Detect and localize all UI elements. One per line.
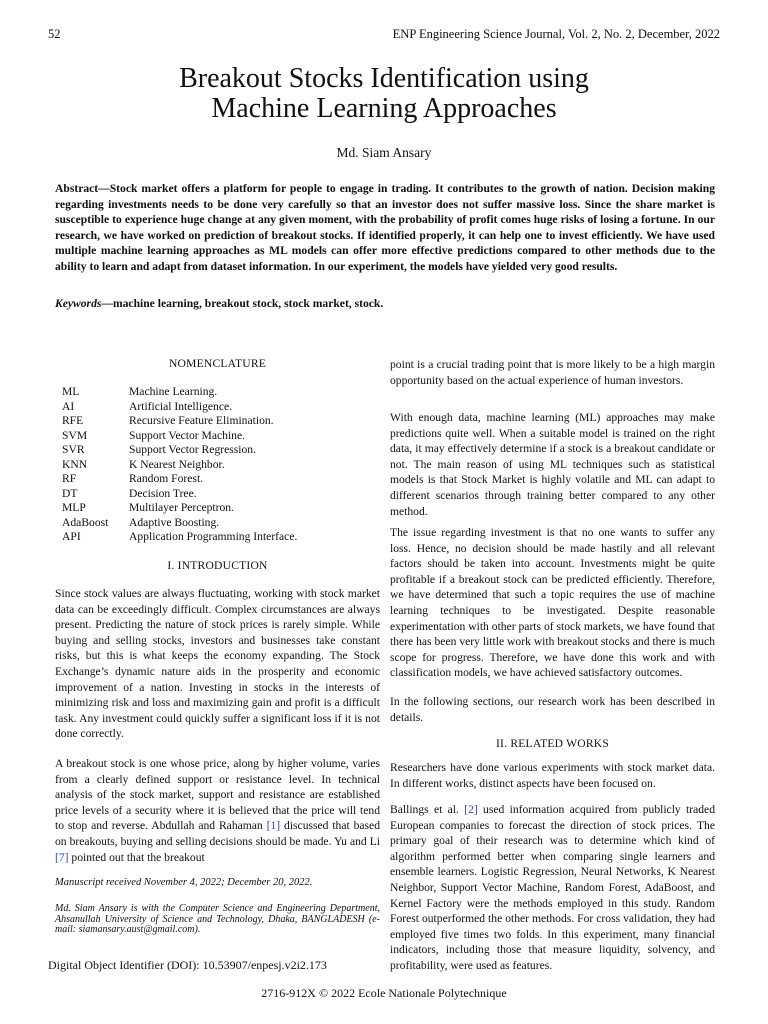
nomenclature-abbreviation: RF <box>62 472 77 485</box>
intro-continued-paragraph-1: point is a crucial trading point that is more likely to be a high margin opportunity based on the actual experience of human investors. <box>390 358 715 387</box>
introduction-paragraph-1: Since stock values are always fluctuating, working with stock market data can be exceedingly difficult. Complex circumstances are always present. Predicting the nature of stock prices is rarely simple. While buying and selling stocks, investors and businesses take constant risks, but this is what keeps the economy expanding. The Stock Exchange’s dynamic nature aids in the prosperity and economic improvement of a nation. Investing in stocks in the interests of minimizing risk and loss and maximizing gain and profit is a difficult task. Any investment could quickly suffer a significant loss if it is not done correctly. <box>55 587 380 741</box>
intro-continued-paragraph-4: In the following sections, our research work has been described in details. <box>390 695 715 724</box>
nomenclature-definition: Decision Tree. <box>129 486 197 500</box>
nomenclature-heading: NOMENCLATURE <box>168 357 267 370</box>
nomenclature-definition: Recursive Feature Elimination. <box>129 414 274 427</box>
abstract: Abstract—Stock market offers a platform for people to engage in trading. It contributes to the growth of nation. Decision making regarding investments needs to be done very carefully so that an investor does not suffer massive loss. Since the share market is susceptible to experience huge change at any given moment, with the probability of profit comes huge risks of losing a fortune. In our research, we have worked on prediction of breakout stocks. If identified properly, it can help one to invest efficiently. We have used multiple machine learning approaches as ML models can offer more effective predictions compared to other methods due to the ability to learn and adapt from dataset information. In our experiment, the models have yielded very good results. <box>55 182 715 273</box>
nomenclature-row <box>62 429 297 444</box>
nomenclature-definition: Artificial Intelligence. <box>129 399 233 413</box>
title-line-1: Breakout Stocks Identification using <box>179 63 589 94</box>
nomenclature-row <box>62 443 297 458</box>
title-line-2: Machine Learning Approaches <box>211 93 557 124</box>
introduction-paragraph-2: A breakout stock is one whose price, along by higher volume, varies from a clearly defined support or resistance level. In technical analysis of the stock market, support and resistance are established price levels of a security where it is believed that the price will tend to stop and reverse. Abdullah and Rahaman [1] discussed that based on breakouts, buying and selling decisions should be made. Yu and Li [7] pointed out that the breakout <box>55 757 380 864</box>
nomenclature-abbreviation: KNN <box>62 457 88 471</box>
reference-link-1[interactable]: [1] <box>266 819 281 833</box>
nomenclature-definition: Adaptive Boosting. <box>129 515 220 529</box>
related-works-paragraph-2: Ballings et al. [2] used information acquired from publicly traded European companies to forecast the direction of stock prices. The primary goal of their research was to determine which kind of algorithm performed better when comparing single learners and ensemble learners. Logistic Regression, Neural Networks, K Nearest Neighbor, Support Vector Machine, Random Forest, AdaBoost, and Kernel Factory were the methods employed in this study. Random Forest outperformed the other methods. For cross validation, they had employed five times two folds. In this experiment, many financial indicators, including those that measure liquidity, solvency, and profitability, were used as features. <box>390 803 715 972</box>
related-works-heading: II. RELATED WORKS <box>496 737 609 750</box>
nomenclature-row <box>62 501 297 516</box>
nomenclature-abbreviation: MLP <box>62 501 86 514</box>
author-affiliation: Md. Siam Ansary is with the Computer Science and Engineering Department, Ahsanullah University of Science and Technology, Dhaka, BANGLADESH (e-mail: siamansary.aust@gmail.com). <box>55 903 380 935</box>
nomenclature-table <box>62 385 297 545</box>
nomenclature-definition: Multilayer Perceptron. <box>129 501 234 514</box>
nomenclature-row <box>62 487 297 502</box>
keywords <box>55 297 715 310</box>
nomenclature-abbreviation: SVM <box>62 428 88 442</box>
reference-link-2[interactable]: [2] <box>464 803 478 816</box>
introduction-heading: I. INTRODUCTION <box>167 559 268 572</box>
nomenclature-definition: K Nearest Neighbor. <box>129 457 225 471</box>
keywords-text: —machine learning, breakout stock, stock market, stock. <box>101 297 384 310</box>
nomenclature-definition: Support Vector Regression. <box>129 443 256 456</box>
nomenclature-row <box>62 530 297 545</box>
nomenclature-row <box>62 516 297 531</box>
paper-title <box>40 64 728 124</box>
nomenclature-abbreviation: DT <box>62 486 78 500</box>
nomenclature-abbreviation: RFE <box>62 414 84 427</box>
page-number: 52 <box>48 27 61 41</box>
nomenclature-definition: Support Vector Machine. <box>129 428 246 442</box>
nomenclature-row <box>62 400 297 415</box>
author-name: Md. Siam Ansary <box>336 145 432 160</box>
page-footer: 2716-912X © 2022 Ecole Nationale Polytechnique <box>261 986 507 1000</box>
nomenclature-abbreviation: API <box>62 530 81 543</box>
nomenclature-definition: Application Programming Interface. <box>129 530 298 543</box>
related-works-paragraph-1: Researchers have done various experiments with stock market data. In different works, distinct aspects have been focused on. <box>390 761 715 790</box>
nomenclature-abbreviation: AdaBoost <box>62 515 109 529</box>
nomenclature-abbreviation: SVR <box>62 443 85 456</box>
manuscript-note: Manuscript received November 4, 2022; December 20, 2022. <box>55 877 313 888</box>
doi-line: Digital Object Identifier (DOI): 10.53907/enpesj.v2i2.173 <box>48 958 327 972</box>
intro-continued-paragraph-3: The issue regarding investment is that no one wants to suffer any loss. Hence, no decision should be made hastily and all relevant factors should be taken into account. Investments might be quite profitable if a breakout stock can be predicted efficiently. Therefore, we have determined that such a topic requires the use of machine learning techniques to be investigated. Despite reasonable experimentation with other parts of stock markets, we have found that there has been very little work with breakout stocks and there is much scope for progress. Therefore, we have done this work and with classification models, we have achieved satisfactory outcomes. <box>390 526 715 680</box>
nomenclature-row <box>62 414 297 429</box>
journal-header: ENP Engineering Science Journal, Vol. 2, No. 2, December, 2022 <box>392 27 720 41</box>
nomenclature-row <box>62 385 297 400</box>
nomenclature-definition: Machine Learning. <box>129 385 218 398</box>
reference-link-7[interactable]: [7] <box>55 850 69 864</box>
nomenclature-abbreviation: AI <box>62 399 75 413</box>
nomenclature-abbreviation: ML <box>62 385 80 398</box>
nomenclature-row <box>62 472 297 487</box>
nomenclature-definition: Random Forest. <box>129 472 204 485</box>
intro-continued-paragraph-2: With enough data, machine learning (ML) approaches may make predictions quite well. When a suitable model is trained on the right data, it may effectively determine if a stock is a breakout candidate or not. The main reason of using ML techniques such as statistical models is that Stock Market is highly volatile and ML can adapt to different scenarios through training better compared to any other method. <box>390 411 715 518</box>
keywords-label: Keywords <box>55 297 102 310</box>
nomenclature-row <box>62 458 297 473</box>
